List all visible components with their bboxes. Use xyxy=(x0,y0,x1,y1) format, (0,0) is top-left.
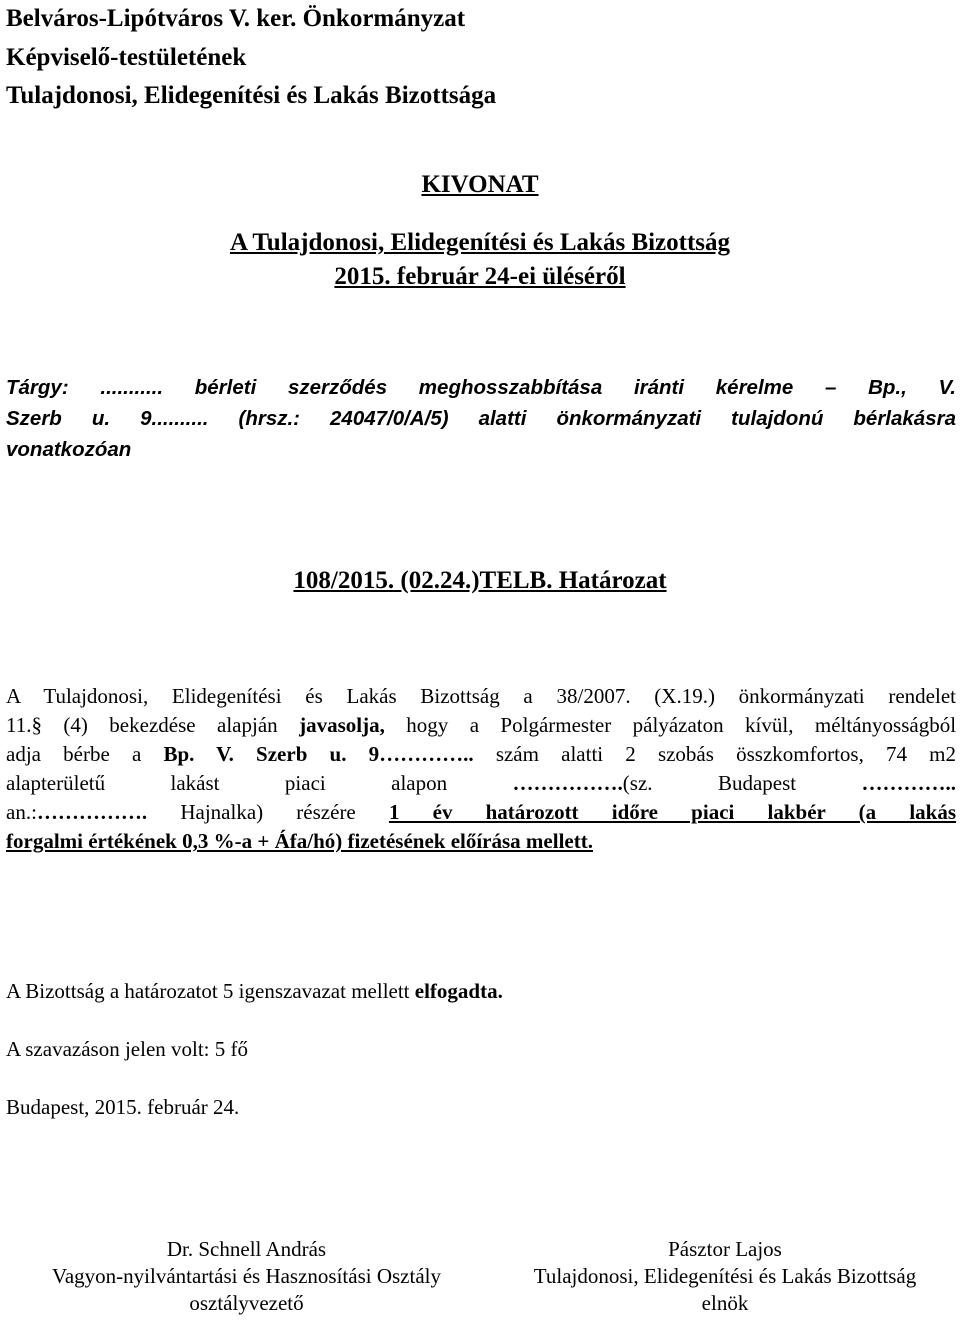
body-line-3 xyxy=(6,740,956,769)
body-term-emphasis: forgalmi értékének 0,3 %-a + Áfa/hó) fizetésének előírása mellett. xyxy=(6,829,593,853)
body-dots: ………….. xyxy=(861,771,957,795)
signatory-role: elnök xyxy=(701,1291,749,1315)
resolution-number: 108/2015. (02.24.)TELB. Határozat xyxy=(293,567,667,594)
body-address: Bp. V. Szerb u. 9………….. xyxy=(163,742,474,766)
body-text: szám alatti 2 szobás összkomfortos, 74 m2 xyxy=(495,742,957,766)
signature-right xyxy=(490,1236,960,1317)
title-subline-1: A Tulajdonosi, Elidegenítési és Lakás Bizottság xyxy=(229,229,731,256)
subject-text-1: bérleti szerződés meghosszabbítása iránti kérelme – Bp., V. xyxy=(194,376,957,399)
body-line-2 xyxy=(6,711,956,740)
subject-block xyxy=(6,372,956,465)
subject-dots-2: .......... xyxy=(151,407,209,430)
resolution-body xyxy=(6,682,956,856)
subject-line-1 xyxy=(6,372,956,403)
vote-line xyxy=(6,977,503,1005)
signatory-name: Dr. Schnell András xyxy=(166,1237,327,1261)
place-date: Budapest, 2015. február 24. xyxy=(6,1095,240,1119)
vote-text: A Bizottság a határozatot 5 igenszavazat mellett xyxy=(6,979,410,1003)
issuer-line-1: Belváros-Lipótváros V. ker. Önkormányzat xyxy=(6,5,466,32)
subject-text-2: (hrsz.: 24047/0/A/5) alatti önkormányzati tulajdonú bérlakásra xyxy=(238,407,956,430)
body-emphasis: javasolja, xyxy=(299,713,385,737)
body-line-6 xyxy=(6,827,956,856)
body-text: Hajnalka) részére xyxy=(180,800,356,824)
subject-dots-1: ........... xyxy=(100,376,164,399)
body-line-1: A Tulajdonosi, Elidegenítési és Lakás Bizottság a 38/2007. (X.19.) önkormányzati rendelet xyxy=(6,684,956,708)
document-title: KIVONAT xyxy=(421,171,539,198)
signature-left xyxy=(0,1236,493,1317)
body-term-emphasis: 1 év határozott időre piaci lakbér (a lakás xyxy=(388,800,957,824)
issuer-line-2: Képviselő-testületének xyxy=(6,44,247,71)
body-text: alapterületű lakást piaci alapon xyxy=(6,771,448,795)
issuer-line-3: Tulajdonosi, Elidegenítési és Lakás Bizottsága xyxy=(6,82,497,109)
body-text: 11.§ (4) bekezdése alapján xyxy=(6,713,278,737)
body-dots: ……………. xyxy=(512,771,623,795)
body-text: an.: xyxy=(6,800,37,824)
vote-result: elfogadta. xyxy=(414,979,503,1003)
signatory-department: Tulajdonosi, Elidegenítési és Lakás Bizottság xyxy=(533,1264,917,1288)
subject-line-3: vonatkozóan xyxy=(6,438,132,461)
signatory-role: osztályvezető xyxy=(189,1291,304,1315)
presence-line: A szavazáson jelen volt: 5 fő xyxy=(6,1037,249,1061)
signatory-department: Vagyon-nyilvántartási és Hasznosítási Osztály xyxy=(52,1264,441,1288)
body-text: adja bérbe a xyxy=(6,742,142,766)
body-dots: ……………. xyxy=(36,800,148,824)
signatory-name: Pásztor Lajos xyxy=(668,1237,782,1261)
body-text: hogy a Polgármester pályázaton kívül, méltányosságból xyxy=(406,713,957,737)
subject-label: Tárgy: xyxy=(6,376,69,399)
body-line-4 xyxy=(6,769,956,798)
body-text: (sz. Budapest xyxy=(622,771,797,795)
body-line-5 xyxy=(6,798,956,827)
subject-address: Szerb u. 9 xyxy=(6,407,152,430)
title-subline-2: 2015. február 24-ei üléséről xyxy=(334,263,626,290)
subject-line-2 xyxy=(6,403,956,434)
